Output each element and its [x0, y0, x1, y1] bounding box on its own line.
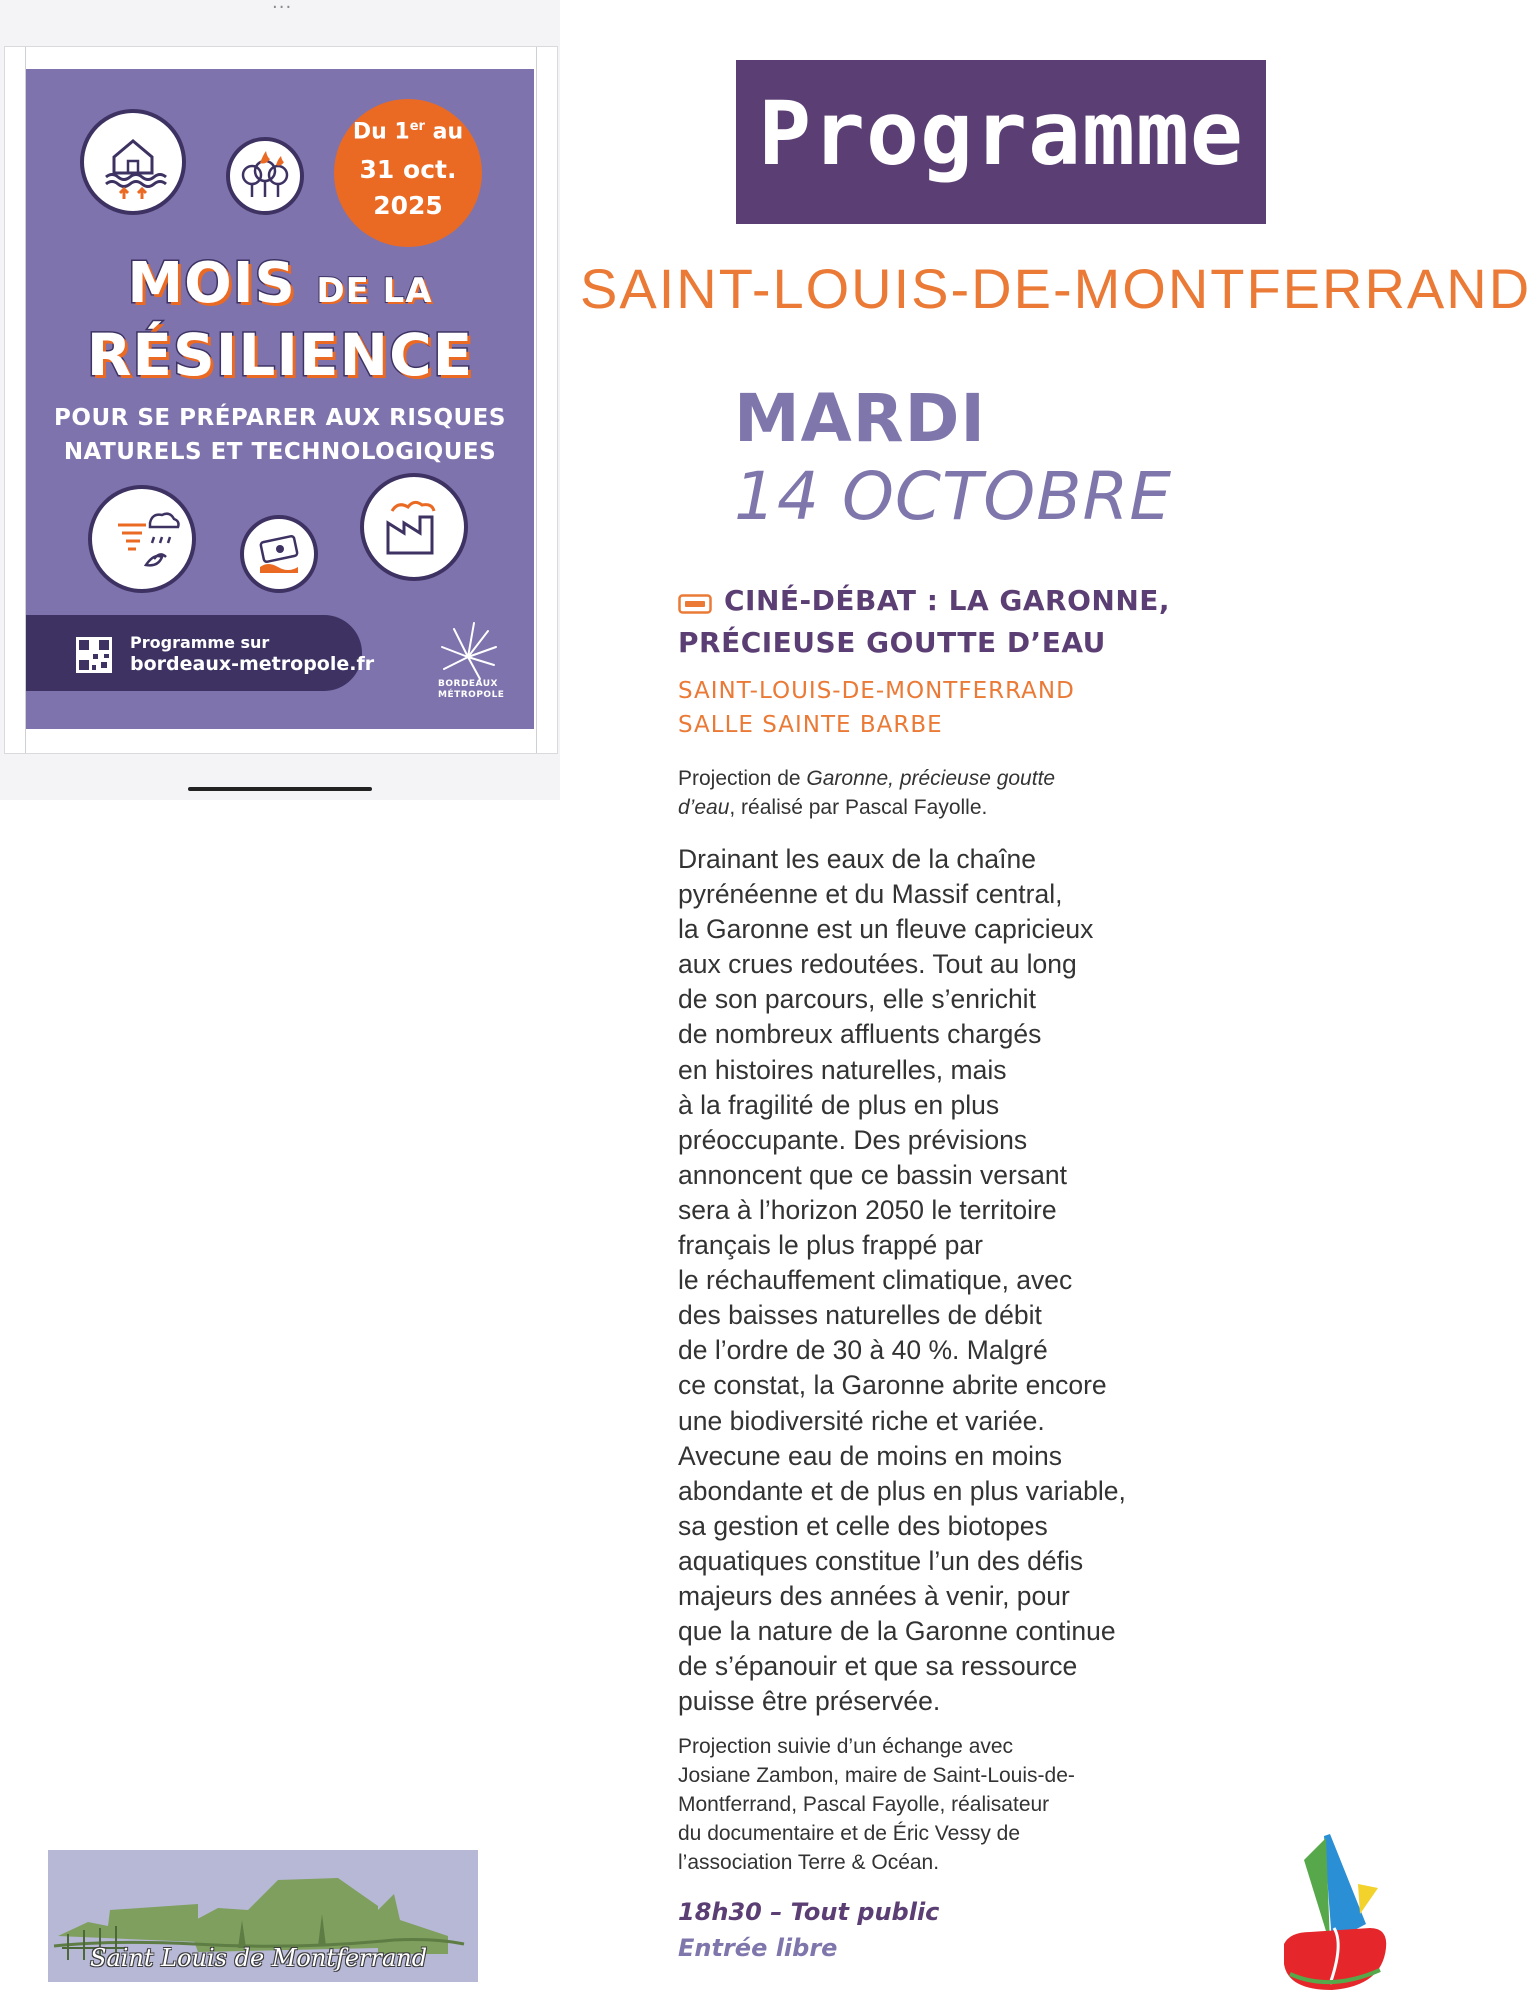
description-line: des baisses naturelles de débit — [678, 1300, 1042, 1331]
description-line: préoccupante. Des prévisions — [678, 1124, 1028, 1155]
description-line: sera à l’horizon 2050 le territoire — [678, 1194, 1057, 1225]
bordeaux-metropole-logo-text2: MÉTROPOLE — [438, 690, 505, 700]
event-title-line2: PRÉCIEUSE GOUTTE D’EAU — [678, 626, 1106, 659]
program-url[interactable]: bordeaux-metropole.fr — [130, 653, 375, 675]
town-logo-text: Saint Louis de Montferrand — [90, 1944, 428, 1972]
description-line: puisse être préservée. — [678, 1686, 941, 1717]
event-day: MARDI — [734, 380, 986, 457]
description-line: aux crues redoutées. Tout au long — [678, 949, 1077, 980]
ticket-icon — [678, 594, 712, 614]
factory-icon — [360, 473, 468, 581]
outro-line: l’association Terre & Océan. — [678, 1851, 940, 1874]
description-line: abondante et de plus en plus variable, — [678, 1475, 1126, 1506]
program-label: Programme sur — [130, 633, 270, 652]
description-line: aquatiques constitue l’un des défis — [678, 1545, 1084, 1576]
date-badge: Du 1er au 31 oct. 2025 — [334, 99, 482, 247]
storm-tornado-icon — [88, 485, 196, 593]
venue-town: SAINT-LOUIS-DE-MONTFERRAND — [678, 678, 1075, 704]
description-line: en histoires naturelles, mais — [678, 1054, 1007, 1085]
description-line: ce constat, la Garonne abrite encore — [678, 1370, 1107, 1401]
bordeaux-metropole-logo-text1: BORDEAUX — [438, 679, 498, 689]
description-line: le réchauffement climatique, avec — [678, 1265, 1073, 1296]
description-line: à la fragilité de plus en plus — [678, 1089, 1000, 1120]
event-outro — [678, 1732, 1148, 1877]
poster-subtitle-line2: NATURELS ET TECHNOLOGIQUES — [63, 439, 497, 465]
description-line: Drainant les eaux de la chaîne — [678, 844, 1036, 874]
oil-spill-icon — [240, 515, 318, 593]
description-line: de l’ordre de 30 à 40 %. Malgré — [678, 1335, 1048, 1366]
event-title-line1: CINÉ-DÉBAT : LA GARONNE, — [724, 584, 1171, 617]
poster-title-line2: RÉSILIENCE — [86, 321, 474, 389]
description-line: sa gestion et celle des biotopes — [678, 1510, 1048, 1541]
outro-line: Josiane Zambon, maire de Saint-Louis-de- — [678, 1764, 1075, 1787]
description-line: une biodiversité riche et variée. — [678, 1405, 1045, 1436]
description-line: pyrénéenne et du Massif central, — [678, 879, 1063, 910]
outro-line: Projection suivie d’un échange avec — [678, 1735, 1014, 1758]
sailboat-logo-icon — [1270, 1824, 1396, 1994]
event-description — [678, 842, 1168, 1719]
programme-title: Programme — [758, 82, 1244, 185]
qr-code-icon[interactable] — [76, 637, 112, 673]
poster-subtitle-line1: POUR SE PRÉPARER AUX RISQUES — [54, 405, 506, 431]
description-line: annoncent que ce bassin versant — [678, 1159, 1067, 1190]
description-line: majeurs des années à venir, pour — [678, 1580, 1070, 1611]
event-time: 18h30 – Tout public — [678, 1898, 940, 1926]
event-intro: Projection de Garonne, précieuse goutte d’eau, réalisé par Pascal Fayolle. — [678, 767, 1056, 819]
description-line: français le plus frappé par — [678, 1230, 983, 1261]
event-entry: Entrée libre — [678, 1934, 838, 1962]
more-dots[interactable]: ... — [272, 0, 293, 13]
poster[interactable] — [26, 69, 534, 729]
forest-fire-icon — [226, 137, 304, 215]
description-line: que la nature de la Garonne continue — [678, 1616, 1116, 1647]
description-line: la Garonne est un fleuve capricieux — [678, 914, 1094, 945]
poster-title-line1: MOIS DE LA — [127, 251, 433, 316]
event-date: 14 OCTOBRE — [734, 458, 1173, 535]
outro-line: du documentaire et de Éric Vessy de — [678, 1822, 1021, 1845]
description-line: de nombreux affluents chargés — [678, 1019, 1042, 1050]
town-heading: SAINT-LOUIS-DE-MONTFERRAND — [580, 257, 1531, 320]
flood-house-icon — [80, 109, 186, 215]
home-indicator-bar[interactable] — [188, 787, 372, 791]
description-line: de son parcours, elle s’enrichit — [678, 984, 1036, 1015]
description-line: de s’épanouir et que sa ressource — [678, 1651, 1078, 1682]
venue-hall: SALLE SAINTE BARBE — [678, 712, 943, 738]
outro-line: Montferrand, Pascal Fayolle, réalisateur — [678, 1793, 1050, 1816]
description-line: Avecune eau de moins en moins — [678, 1440, 1063, 1471]
